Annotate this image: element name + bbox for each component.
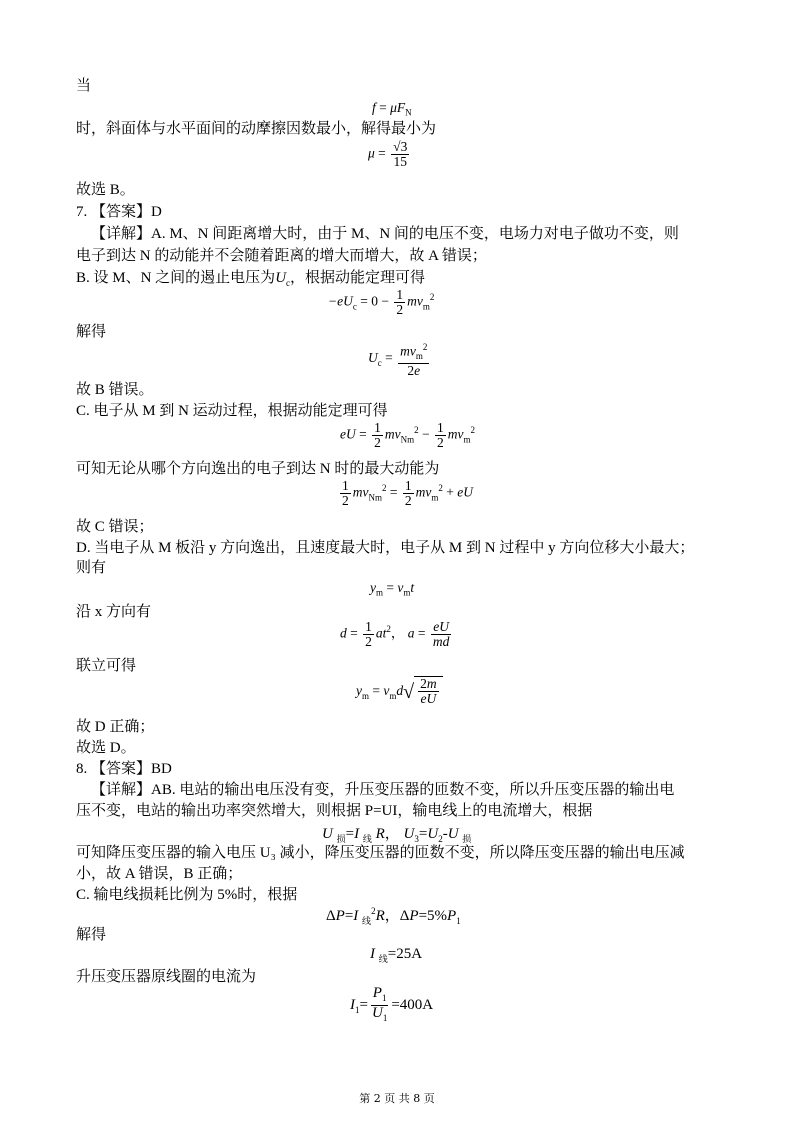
text-line: 时，斜面体与水平面间的动摩擦因数最小，解得最小为 [76,121,437,137]
text-line: 升压变压器原线圈的电流为 [76,969,257,985]
equation-12: I $_线$=25A [370,946,423,964]
text-line: 则有 [76,560,107,576]
text-line: 【详解】A. M、N 间距离增大时，由于 M、N 间的电压不变，电场力对电子做功不变，则 [91,226,679,242]
text-line: 故 D 正确； [76,719,155,735]
text-line: 联立可得 [76,658,137,674]
text-line: C. 输电线损耗比例为 5%时，根据 [76,887,298,903]
text-line: 故选 B。 [76,182,135,198]
equation-mu: μ = $\frac{√3}{15}$ [368,139,408,169]
text-line: 故 B 错误。 [76,382,154,398]
equation-11: ΔP=I $_线^2$R，$\Delta P=5\%P_1$ [326,906,461,926]
text-line: 解得 [76,927,107,943]
text-line: 沿 x 方向有 [76,604,152,620]
text-line: D. 当电子从 M 板沿 y 方向逸出，且速度最大时，电子从 M 到 N 过程中 y 方向位移大小最大； [76,540,695,556]
text-line: 解得 [76,324,107,340]
text-line: 压不变，电站的输出功率突然增大，则根据 P=UI，输电线上的电流增大，根据 [76,803,593,819]
text-line: 可知降压变压器的输入电压 U₃ 减小，降压变压器的匝数不变，所以降压变压器的输出电压减 [76,845,685,861]
text-line: 电子到达 N 的动能并不会随着距离的增大而增大，故 A 错误； [76,248,487,264]
text-segment: B. 设 M、N 之间的遏止电压为 [76,270,276,286]
equation-friction: $f = \mu F_N$ [372,100,412,118]
equation-13: $I_1=$ $\frac{P_1}{U_1}$ =400A [350,985,434,1023]
text-segment: ，根据动能定理可得 [290,270,426,286]
answer-8: 8. 【答案】BD [76,761,172,777]
answer-7: 7. 【答案】D [76,204,162,220]
text-line: 故 C 错误； [76,519,154,535]
equation-4: $U_c$ = $\frac{mv_m^2}{2e}$ [368,342,428,379]
equation-7: $y_m = v_mt$ [370,580,415,598]
equation-5: eU = $\frac{1}{2}$ $mv_{Nm}^2$ − $\frac{1}{2}$ $mv_m^2$ [340,420,476,450]
equation-8: d = $\frac{1}{2}$ $at^2$， a = $\frac{eU}{md}$ [340,619,450,649]
text-line: B. 设 M、N 之间的遏止电压为$U_c$，根据动能定理可得 [76,270,426,288]
equation-3: $-eU_c = 0$ − $\frac{1}{2}$ $mv_m^2$ [328,287,435,317]
text-line: 故选 D。 [76,740,136,756]
text-line: 可知无论从哪个方向逸出的电子到达 N 时的最大动能为 [76,461,440,477]
equation-10: U $_损$=I $_线$ R， $U_3=U_2-U$ $_损$ [322,826,472,844]
text-line: 小，故 A 错误，B 正确； [76,866,243,882]
equation-6: $\frac{1}{2}$ $mv_{Nm}^2$ = $\frac{1}{2}$ $mv_m^2$ + eU [342,478,474,508]
text-line: 【详解】AB. 电站的输出电压没有变，升压变压器的匝数不变，所以升压变压器的输出电 [91,782,675,798]
text-line: C. 电子从 M 到 N 运动过程，根据动能定理可得 [76,403,388,419]
page-footer: 第 2 页 共 8 页 [359,1092,435,1105]
text-line: 当 [76,78,92,94]
equation-9: $y_m = v_md$ √ $\frac{2m}{eU}$ [356,676,443,708]
